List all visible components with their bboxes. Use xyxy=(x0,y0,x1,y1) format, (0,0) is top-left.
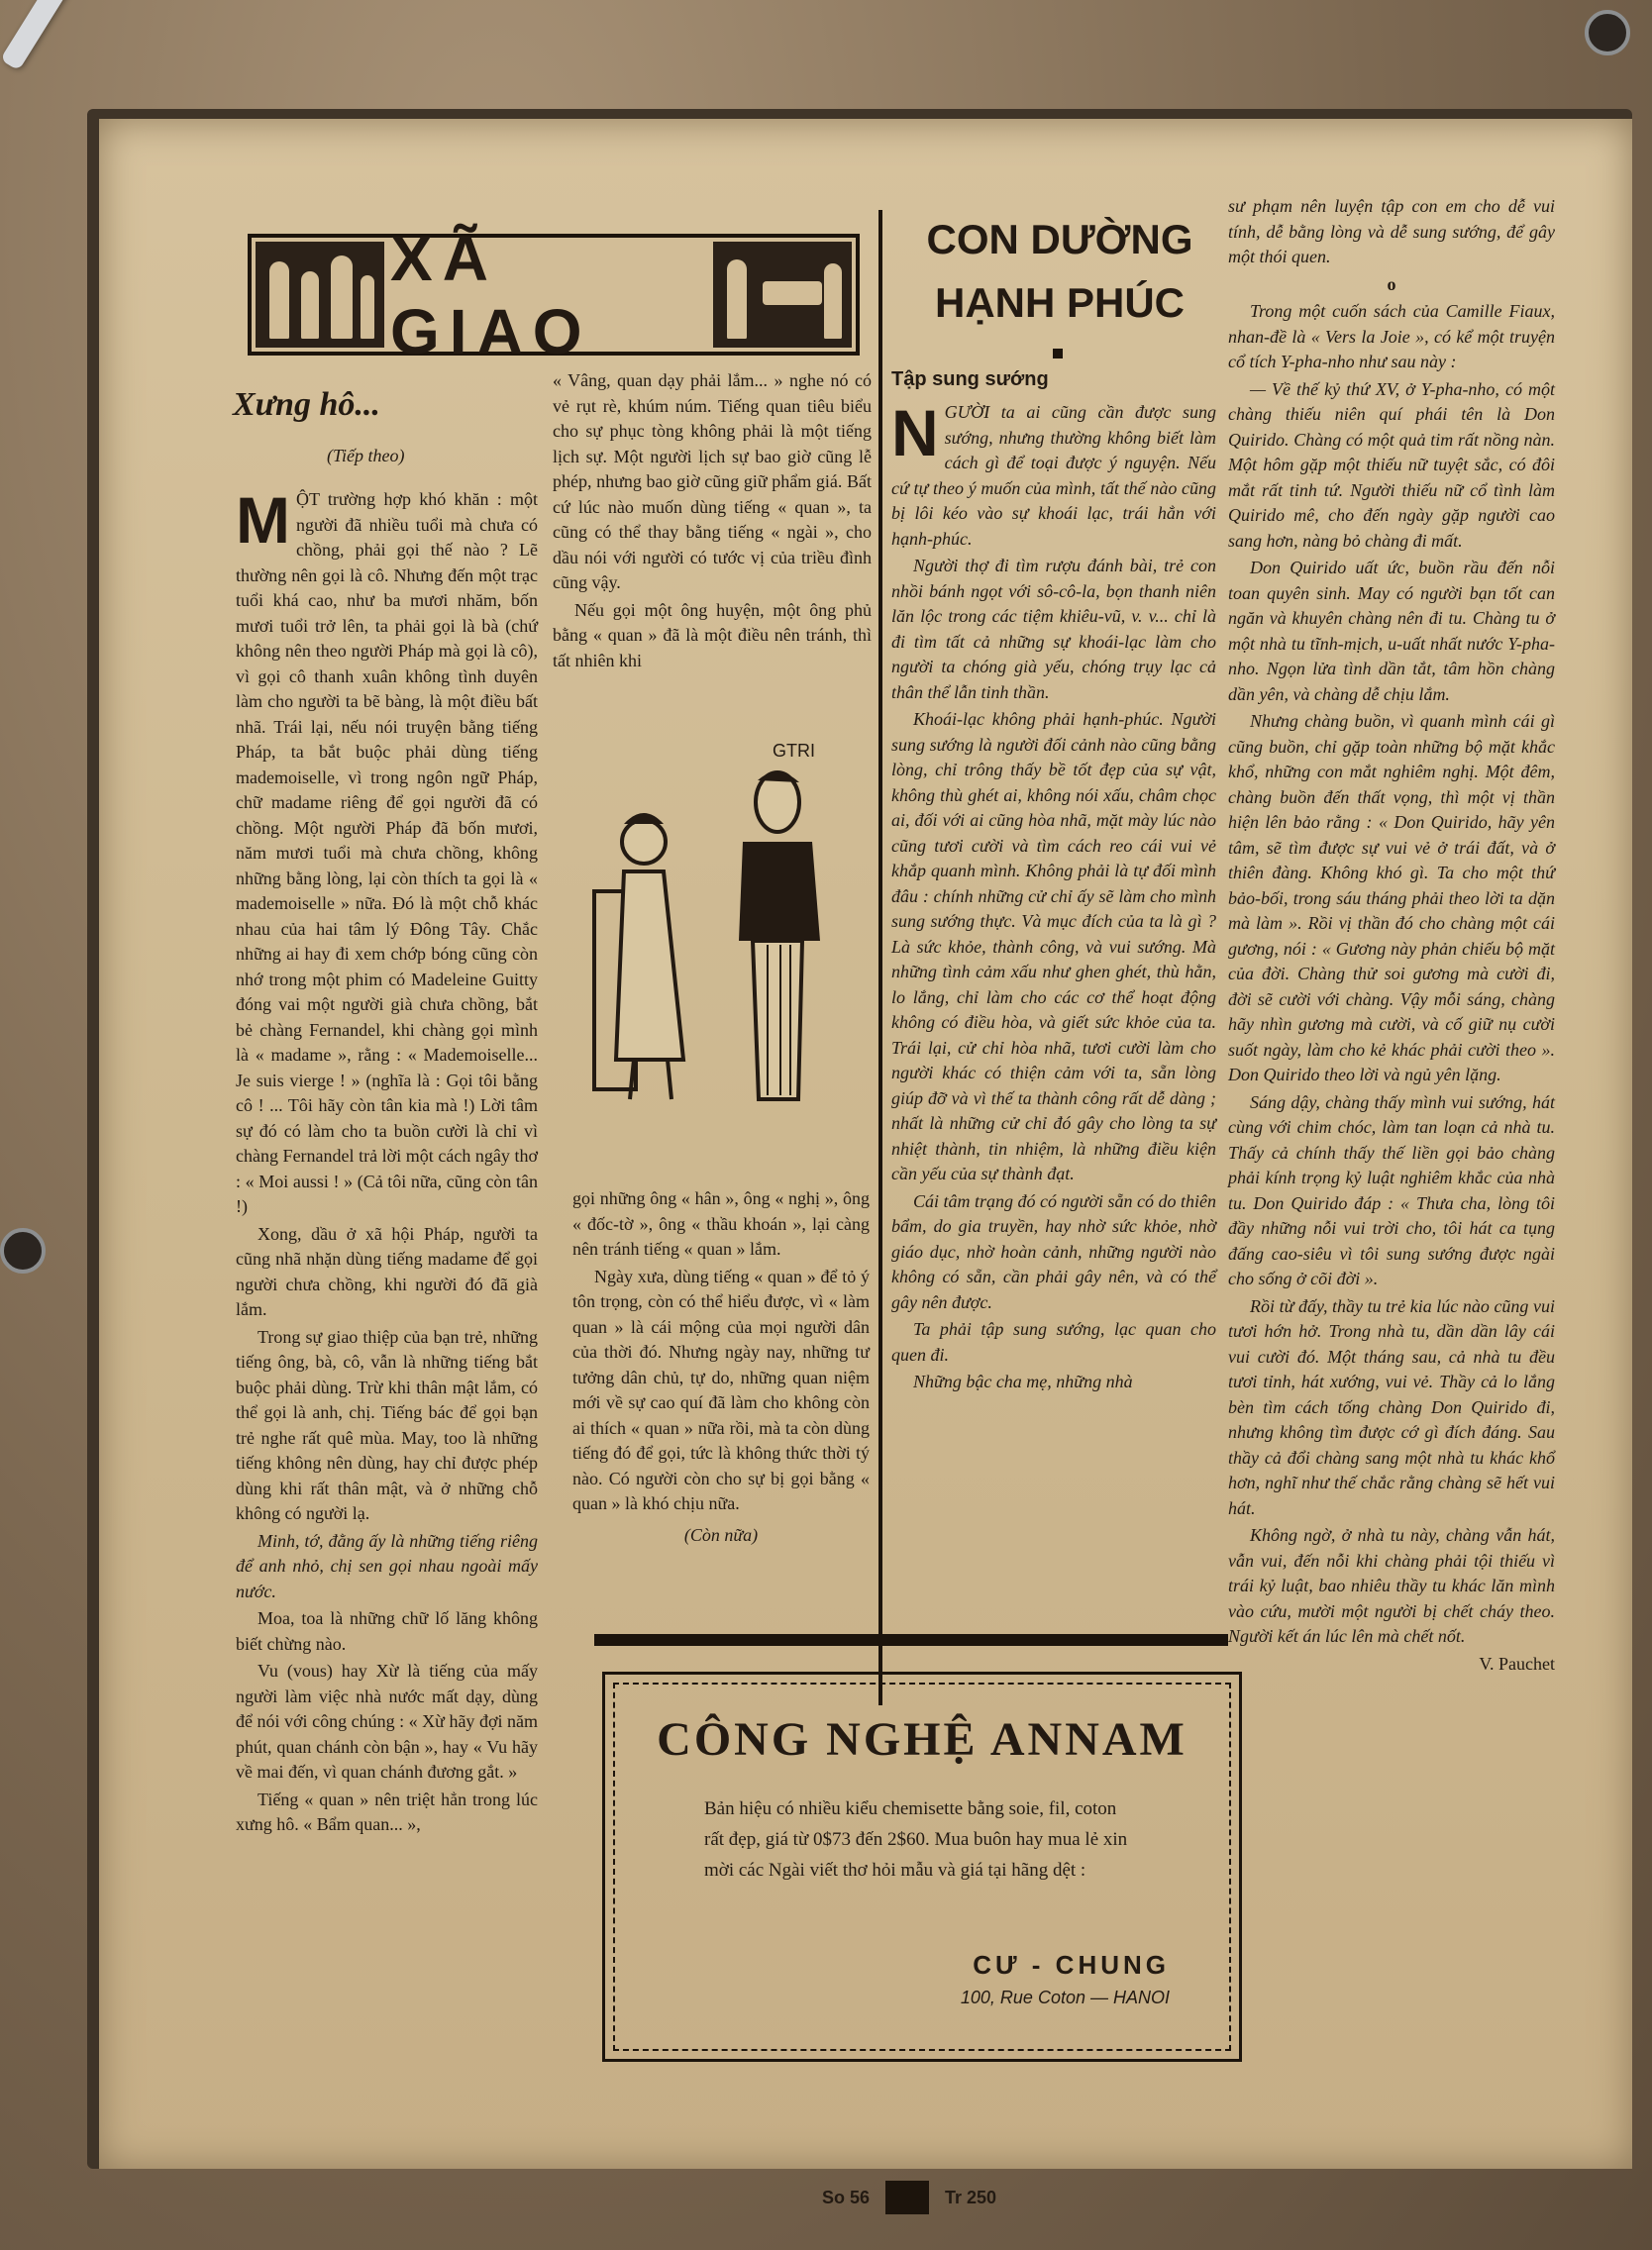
xa-giao-title: XÃ GIAO xyxy=(390,222,592,367)
ad-top-rule xyxy=(594,1634,1228,1646)
paragraph: Vu (vous) hay Xừ là tiếng của mấy người làm việc nhà nước mất dạy, dùng để nói với công chúng : « Xừ hãy đợi năm phút, quan chánh còn bận », hay « Vu hãy về mai đến, vì quan chánh đương gắt. » xyxy=(236,1661,538,1782)
xa-giao-banner xyxy=(248,222,860,367)
magazine-page xyxy=(99,119,1632,2207)
paragraph: GƯỜI ta ai cũng cần được sung sướng, nhưng thường không biết làm cách gì để toại được ý nguyện. Nếu cứ tự theo ý muốn của mình, tất thế nào cũng bị lôi kéo vào sự khoái lạc, trái hẳn với hạnh-phúc. xyxy=(891,402,1216,549)
paragraph: Những bậc cha mẹ, những nhà xyxy=(913,1372,1133,1391)
con-nua: (Còn nữa) xyxy=(683,1524,759,1545)
cartoon-illustration xyxy=(565,733,872,1129)
paragraph: Nếu gọi một ông huyện, một ông phủ bằng « quan » đã là một điều nên tránh, thì tất nhiên khi xyxy=(553,599,872,670)
ad-body: Bản hiệu có nhiều kiểu chemisette bằng soie, fil, coton rất đẹp, giá từ 0$73 đến 2$60. Mua buôn hay mua lẻ xin mời các Ngài viết thơ hỏi mẫu và giá tại hãng dệt : xyxy=(704,1798,1128,1881)
section-separator: o xyxy=(1387,273,1396,294)
paragraph: gọi những ông « hân », ông « nghị », ông « đốc-tờ », ông « thầu khoán », lại càng nên tránh tiếng « quan » lắm. xyxy=(572,1188,870,1259)
title-bullet xyxy=(1053,349,1063,358)
xa-giao-column-2-top xyxy=(553,368,872,675)
xung-ho-subtitle: Xưng hô... xyxy=(233,386,380,423)
con-duong-column-2 xyxy=(1228,194,1555,1679)
dropcap-m: M xyxy=(236,483,290,557)
ad-address: 100, Rue Coton — HANOI xyxy=(960,1988,1170,2007)
man-trousers xyxy=(753,941,802,1099)
tiep-theo: (Tiếp theo) xyxy=(327,446,405,465)
binder-hole xyxy=(0,1228,46,1274)
page-number: Tr 250 xyxy=(945,2187,997,2207)
paragraph: Rồi từ đấy, thầy tu trẻ kia lúc nào cũng vui tươi hớn hở. Trong nhà tu, dần dần lây cái vui cười đó. Một tháng sau, cả nhà tu đều tươi tỉnh, hát xướng, vui vẻ. Thầy cả lo lắng bèn tìm cách tống chàng Don Quirido đi, nhưng không tìm được cớ gì đích đáng. Sau thầy cả đổi chàng sang một nhà tu khác khổ hơn, nghĩ như thế chắc rằng chàng sẽ hết vui hát. xyxy=(1228,1295,1555,1518)
paragraph: Xong, dầu ở xã hội Pháp, người ta cũng nhã nhặn dùng tiếng madame để gọi người chưa chồng, khi người đó đã già lắm. xyxy=(236,1223,538,1319)
paragraph: « Vâng, quan dạy phải lắm... » nghe nó có vẻ rụt rè, khúm núm. Tiếng quan tiêu biểu cho sự phục tòng không phải là một tiếng lịch sự. Một người lịch sự bao giờ cũng lễ phép, nhưng bao giờ cũng giữ phẩm giá. Bất cứ lúc nào muốn dùng tiếng « quan », ta cũng có thể thay bằng tiếng « ngài », cho dầu nói với người có tước vị của triều đình cũng vậy. xyxy=(553,370,872,592)
paragraph: Ngày xưa, dùng tiếng « quan » để tỏ ý tôn trọng, còn có thể hiểu được, vì « làm quan » là cái mộng của mọi người dân của thời đó. Nhưng ngày nay, những tư tưởng dân chủ, tự do, những quan niệm mới về sự cao quí đã làm cho không còn ai thích « quan » nữa rồi, mà ta còn dùng tiếng đó để gọi, tức là không thức thời tý nào. Có người còn cho sự bị gọi bằng « quan » là khó chịu nữa. xyxy=(572,1266,870,1513)
paragraph: Người thợ đi tìm rượu đánh bài, trẻ con nhồi bánh ngọt với sô-cô-la, bọn thanh niên lăn lộc trong các tiệm khiêu-vũ, v. v... chỉ là đi tìm tất cả những sự khoái-lạc làm cho người ta chóng già yếu, chóng trụy lạc cả thân thể lẫn tinh thần. xyxy=(891,556,1216,702)
cong-nghe-annam-ad xyxy=(602,1672,1242,2062)
xa-giao-column-2-bottom xyxy=(572,1186,870,1550)
paragraph: sư phạm nên luyện tập con em cho dễ vui tính, dễ bằng lòng và dễ sung sướng, để gây một thói quen. xyxy=(1228,196,1555,266)
author: V. Pauchet xyxy=(1479,1653,1555,1674)
ad-company: CƯ - CHUNG xyxy=(973,1950,1170,1980)
paragraph: Trong một cuốn sách của Camille Fiaux, nhan-đề là « Vers la Joie », có kể một truyện cổ tích Y-pha-nho như sau này : xyxy=(1228,301,1555,371)
column-divider xyxy=(878,210,882,1705)
binder-hole xyxy=(1585,10,1630,55)
banner-illustration-left xyxy=(256,242,384,348)
title-line-1: CON DƯỜNG xyxy=(926,216,1193,262)
page-footer xyxy=(822,2181,996,2214)
paragraph: Moa, toa là những chữ lố lăng không biết chừng nào. xyxy=(236,1608,538,1654)
woman-dress xyxy=(616,871,683,1060)
paragraph: — Về thế kỷ thứ XV, ở Y-pha-nho, có một chàng thiếu niên quí phái tên là Don Quirido. Chàng có một quả tim rất nồng nàn. Một hôm gặp một thiếu nữ tuyệt sắc, có đôi mắt rất tinh tứ. Người thiếu nữ cổ tình làm Quirido mê, cho đến ngày gặp người cao sang hơn, nàng bỏ chàng đi mất. xyxy=(1228,378,1555,551)
magazine-logo xyxy=(885,2181,929,2214)
ad-title: CÔNG NGHỆ ANNAM xyxy=(657,1713,1187,1766)
banner-illustration-right xyxy=(713,242,852,348)
paragraph: Sáng dậy, chàng thấy mình vui sướng, hát cùng với chim chóc, làm tan loạn cả nhà tu. Thấy cả chính thấy thế liền gọi bảo chàng phải kính trọng kỷ luật nghiêm khắc của nhà tu. Don Quirido đáp : « Thưa cha, lòng tôi đầy những nỗi vui trời cho, tôi hát ca tụng đấng cao-siêu vì tôi sung sướng được ngài cho sống ở cõi đời ». xyxy=(1228,1091,1555,1288)
paragraph: Cái tâm trạng đó có người sẵn có do thiên bẩm, do gia truyền, hay nhờ sức khỏe, nhờ giáo dục, nhờ hoàn cảnh, những người nào không có sẵn, cần phải gây nên, và có thể gây nên được. xyxy=(891,1190,1216,1312)
paragraph: Nhưng chàng buồn, vì quanh mình cái gì cũng buồn, chỉ gặp toàn những bộ mặt khắc khổ, những con mắt nghiêm nghị. Một đêm, chàng buồn đến thất vọng, thì một vị thần hiện lên bảo rằng : « Don Quirido, hãy yên tâm, sẽ tìm được sự vui vẻ ở trái đất, và ở thiên đàng. Không khó gì. Ta cho một thứ bảo-bối, trong sáu tháng phải theo lời ta dặn mà làm ». Rồi vị thần đó cho chàng một cái gương, nói : « Gương này phản chiếu bộ mặt của đời. Chàng thử soi gương mà cười đi, đời sẽ cười với chàng. Vậy mỗi sáng, chàng hãy nhìn gương mà cười, và cố giữ nụ cười suốt ngày, làm cho kẻ khác phải cười theo ». Don Quirido theo lời và ngủ yên lặng. xyxy=(1228,711,1555,1084)
paragraph: Minh, tớ, đằng ấy là những tiếng riêng để anh nhỏ, chị sen gọi nhau ngoài mấy nước. xyxy=(236,1530,538,1601)
paragraph: Tiếng « quan » nên triệt hẳn trong lúc xưng hô. « Bẩm quan... », xyxy=(236,1789,538,1834)
issue-number: So 56 xyxy=(822,2187,871,2207)
paragraph: Don Quirido uất ức, buồn rầu đến nỗi toan quyên sinh. May có người bạn tốt can ngăn và khuyên chàng nên đi tu. Chàng tu ở một nhà tu tĩnh-mịch, u-uất nhất nước Y-pha-nho. Ngọn lửa tình dần tắt, tâm hồn chàng dần yên, và chàng dễ chịu lắm. xyxy=(1228,558,1555,704)
paragraph: Ta phải tập sung sướng, lạc quan cho quen đi. xyxy=(891,1319,1216,1365)
woman-hair xyxy=(624,813,664,824)
woman-head xyxy=(622,820,666,864)
dropcap-n: N xyxy=(891,396,939,469)
man-jacket xyxy=(739,842,820,941)
title-line-2: HẠNH PHÚC xyxy=(935,279,1185,326)
paragraph: ỘT trường hợp khó khăn : một người đã nhiều tuổi mà chưa có chồng, phải gọi thế nào ? Lẽ thường nên gọi là cô. Nhưng đến một trạc tuổi khá cao, như ba mươi nhăm, bốn mươi tuổi trở lên, ta phải gọi là bà (chứ không nên theo người Pháp mà gọi là cô), vì gọi cô thanh xuân không tình duyên làm cho người ta bẽ bàng, là một điều bất nhã. Trái lại, nếu nói truyện bằng tiếng Pháp, ta bắt buộc phải dùng tiếng mademoiselle, vì trong ngôn ngữ Pháp, chữ madame riêng để gọi người đã có chồng. Một người Pháp đã bốn mươi, năm mươi tuổi mà chưa chồng, không những bằng lòng, lại còn thích ta gọi là « mademoiselle » nữa. Đó là một chỗ khác nhau của hai tâm lý Đông Tây. Chắc những ai hay đi xem chớp bóng cũng còn nhớ trong một phim có Madeleine Guitty đóng vai một người già chưa chồng, bắt bẻ chàng Fernandel, khi chàng gọi mình là « madame », rằng : « Mademoiselle... Je suis vierge ! » (nghĩa là : Gọi tôi bằng cô ! ... Tôi hãy còn tân kia mà !) Lời tâm sự đó có làm cho ta buồn cười là chỉ vì chàng Fernandel trả lời một cách ngây thơ : « Moi aussi ! » (Cả tôi nữa, cũng còn tân !) xyxy=(236,489,538,1216)
paragraph: Trong sự giao thiệp của bạn trẻ, những tiếng ông, bà, cô, vẫn là những tiếng bắt buộc phải dùng. Trừ khi thân mật lắm, có thể gọi là anh, chị. Tiếng bác để gọi bạn trẻ nghe rất quê mùa. May, too là những tiếng không nên dùng, hay chỉ được phép dùng khi rất thân mật, và ở những chỗ không có người lạ. xyxy=(236,1326,538,1523)
con-duong-column-1 xyxy=(891,396,1216,1397)
cartoon-label: GTRI xyxy=(773,741,815,761)
con-duong-title xyxy=(891,208,1228,335)
tap-sung-suong-heading: Tập sung sướng xyxy=(891,368,1049,390)
paragraph: Khoái-lạc không phải hạnh-phúc. Người sung sướng là người đối cảnh nào cũng bằng lòng, chỉ trông thấy bề tốt đẹp của sự vật, không thù ghét ai, không nói xấu, châm chọc ai, đối với ai cũng hòa nhã, mặt mày lúc nào cũng tươi cười và tìm cách reo cái vui vẻ khắp quanh mình. Không phải là tự đối mình đâu : chính những cử chỉ ấy sẽ làm cho mình sung sướng thực. Và mục đích của ta là gì ? Là sức khỏe, thành công, và vui sướng. Mà những tình cảm xấu như ghen ghét, thù hằn, lo lắng, chỉ làm cho các cơ thể hoạt động không có điều hòa, và giết sức khỏe của ta. Trái lại, cử chỉ hòa nhã, tươi cười làm cho người khác có thiện cảm với ta, sẵn lòng giúp đỡ và vì thế ta thành công rất dễ dàng ; nhất là những cử chỉ đó gây cho lòng ta sự nhiệt thành, tin nhiệm, là những điều kiện cần yếu của sự thành đạt. xyxy=(891,709,1216,1183)
paragraph: Không ngờ, ở nhà tu này, chàng vẫn hát, vẫn vui, đến nỗi khi chàng phải tội thiếu vì trái kỷ luật, bao nhiêu thầy tu khác lăn mình vào cứu, mười một người bị chết cháy theo. Người kết án lúc lên mà chết nốt. xyxy=(1228,1525,1555,1646)
xa-giao-column-1 xyxy=(236,483,538,1840)
